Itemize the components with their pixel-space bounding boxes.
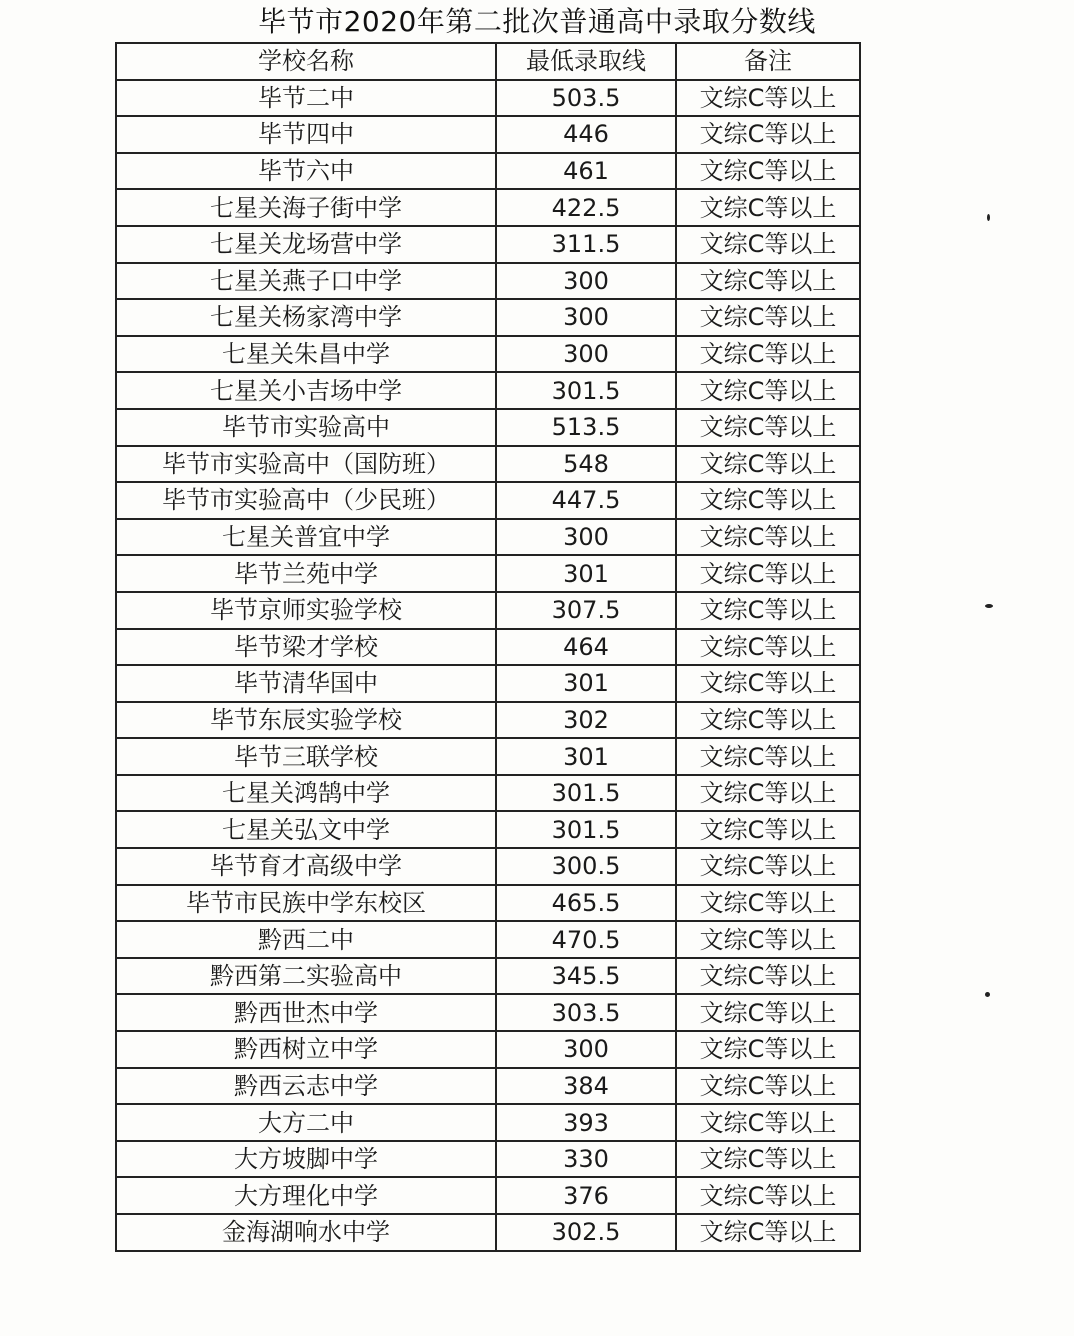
- min-score-cell: 393: [496, 1104, 676, 1141]
- school-name-cell: 黔西世杰中学: [116, 994, 496, 1031]
- table-row: [116, 958, 860, 995]
- note-cell: 文综C等以上: [676, 153, 860, 190]
- table-row: [116, 372, 860, 409]
- table-row: [116, 994, 860, 1031]
- min-score-cell: 301: [496, 665, 676, 702]
- min-score-cell: 464: [496, 629, 676, 666]
- table-row: [116, 446, 860, 483]
- note-cell: 文综C等以上: [676, 958, 860, 995]
- school-name-cell: 毕节清华国中: [116, 665, 496, 702]
- school-name-cell: 金海湖响水中学: [116, 1214, 496, 1251]
- school-name-cell: 毕节兰苑中学: [116, 555, 496, 592]
- note-cell: 文综C等以上: [676, 299, 860, 336]
- table-row: [116, 775, 860, 812]
- table-row: [116, 1031, 860, 1068]
- min-score-cell: 301.5: [496, 775, 676, 812]
- table-row: [116, 1141, 860, 1178]
- school-name-cell: 毕节市民族中学东校区: [116, 885, 496, 922]
- min-score-cell: 300: [496, 519, 676, 556]
- note-cell: 文综C等以上: [676, 116, 860, 153]
- note-cell: 文综C等以上: [676, 519, 860, 556]
- min-score-cell: 300: [496, 299, 676, 336]
- table-row: [116, 80, 860, 117]
- table-row: [116, 153, 860, 190]
- note-cell: 文综C等以上: [676, 994, 860, 1031]
- note-cell: 文综C等以上: [676, 189, 860, 226]
- min-score-cell: 307.5: [496, 592, 676, 629]
- table-row: [116, 336, 860, 373]
- school-name-cell: 七星关弘文中学: [116, 811, 496, 848]
- min-score-cell: 513.5: [496, 409, 676, 446]
- school-name-cell: 大方坡脚中学: [116, 1141, 496, 1178]
- table-row: [116, 629, 860, 666]
- table-row: [116, 519, 860, 556]
- table-row: [116, 702, 860, 739]
- admission-score-table: [115, 42, 861, 1252]
- note-cell: 文综C等以上: [676, 336, 860, 373]
- school-name-cell: 毕节东辰实验学校: [116, 702, 496, 739]
- table-row: [116, 1068, 860, 1105]
- school-name-cell: 七星关小吉场中学: [116, 372, 496, 409]
- min-score-cell: 384: [496, 1068, 676, 1105]
- note-cell: 文综C等以上: [676, 1177, 860, 1214]
- table-row: [116, 738, 860, 775]
- table-row: [116, 555, 860, 592]
- note-cell: 文综C等以上: [676, 848, 860, 885]
- table-row: [116, 592, 860, 629]
- column-header-school: 学校名称: [116, 43, 496, 80]
- school-name-cell: 黔西云志中学: [116, 1068, 496, 1105]
- school-name-cell: 七星关鸿鹄中学: [116, 775, 496, 812]
- school-name-cell: 毕节育才高级中学: [116, 848, 496, 885]
- school-name-cell: 七星关龙场营中学: [116, 226, 496, 263]
- min-score-cell: 446: [496, 116, 676, 153]
- school-name-cell: 黔西第二实验高中: [116, 958, 496, 995]
- note-cell: 文综C等以上: [676, 1031, 860, 1068]
- note-cell: 文综C等以上: [676, 885, 860, 922]
- school-name-cell: 毕节市实验高中（少民班）: [116, 482, 496, 519]
- note-cell: 文综C等以上: [676, 1141, 860, 1178]
- school-name-cell: 黔西树立中学: [116, 1031, 496, 1068]
- min-score-cell: 300.5: [496, 848, 676, 885]
- school-name-cell: 七星关普宜中学: [116, 519, 496, 556]
- table-row: [116, 116, 860, 153]
- min-score-cell: 465.5: [496, 885, 676, 922]
- note-cell: 文综C等以上: [676, 372, 860, 409]
- school-name-cell: 毕节京师实验学校: [116, 592, 496, 629]
- min-score-cell: 303.5: [496, 994, 676, 1031]
- min-score-cell: 300: [496, 336, 676, 373]
- min-score-cell: 447.5: [496, 482, 676, 519]
- table-row: [116, 482, 860, 519]
- school-name-cell: 毕节四中: [116, 116, 496, 153]
- note-cell: 文综C等以上: [676, 80, 860, 117]
- min-score-cell: 548: [496, 446, 676, 483]
- school-name-cell: 七星关燕子口中学: [116, 263, 496, 300]
- table-row: [116, 226, 860, 263]
- school-name-cell: 毕节梁才学校: [116, 629, 496, 666]
- table-header-row: [116, 43, 860, 80]
- note-cell: 文综C等以上: [676, 263, 860, 300]
- note-cell: 文综C等以上: [676, 629, 860, 666]
- school-name-cell: 七星关朱昌中学: [116, 336, 496, 373]
- column-header-note: 备注: [676, 43, 860, 80]
- table-row: [116, 189, 860, 226]
- min-score-cell: 302.5: [496, 1214, 676, 1251]
- note-cell: 文综C等以上: [676, 1068, 860, 1105]
- note-cell: 文综C等以上: [676, 1104, 860, 1141]
- note-cell: 文综C等以上: [676, 921, 860, 958]
- min-score-cell: 301: [496, 555, 676, 592]
- table-row: [116, 1104, 860, 1141]
- table-row: [116, 848, 860, 885]
- table-body: [116, 80, 860, 1251]
- school-name-cell: 毕节三联学校: [116, 738, 496, 775]
- school-name-cell: 七星关杨家湾中学: [116, 299, 496, 336]
- note-cell: 文综C等以上: [676, 738, 860, 775]
- min-score-cell: 301: [496, 738, 676, 775]
- table-row: [116, 299, 860, 336]
- note-cell: 文综C等以上: [676, 811, 860, 848]
- column-header-score: 最低录取线: [496, 43, 676, 80]
- min-score-cell: 470.5: [496, 921, 676, 958]
- min-score-cell: 345.5: [496, 958, 676, 995]
- note-cell: 文综C等以上: [676, 482, 860, 519]
- table-row: [116, 263, 860, 300]
- school-name-cell: 毕节市实验高中（国防班）: [116, 446, 496, 483]
- note-cell: 文综C等以上: [676, 226, 860, 263]
- min-score-cell: 301.5: [496, 372, 676, 409]
- note-cell: 文综C等以上: [676, 665, 860, 702]
- school-name-cell: 毕节二中: [116, 80, 496, 117]
- scan-speck: [985, 992, 990, 997]
- min-score-cell: 300: [496, 1031, 676, 1068]
- scan-speck: [987, 214, 990, 221]
- school-name-cell: 大方理化中学: [116, 1177, 496, 1214]
- table-row: [116, 885, 860, 922]
- note-cell: 文综C等以上: [676, 555, 860, 592]
- note-cell: 文综C等以上: [676, 775, 860, 812]
- note-cell: 文综C等以上: [676, 702, 860, 739]
- table-row: [116, 409, 860, 446]
- min-score-cell: 302: [496, 702, 676, 739]
- note-cell: 文综C等以上: [676, 592, 860, 629]
- min-score-cell: 422.5: [496, 189, 676, 226]
- min-score-cell: 301.5: [496, 811, 676, 848]
- note-cell: 文综C等以上: [676, 409, 860, 446]
- school-name-cell: 毕节市实验高中: [116, 409, 496, 446]
- school-name-cell: 黔西二中: [116, 921, 496, 958]
- table-row: [116, 1214, 860, 1251]
- min-score-cell: 330: [496, 1141, 676, 1178]
- min-score-cell: 376: [496, 1177, 676, 1214]
- school-name-cell: 大方二中: [116, 1104, 496, 1141]
- min-score-cell: 503.5: [496, 80, 676, 117]
- note-cell: 文综C等以上: [676, 446, 860, 483]
- table-row: [116, 665, 860, 702]
- table-row: [116, 1177, 860, 1214]
- page-title: 毕节市2020年第二批次普通高中录取分数线: [258, 5, 816, 38]
- table-row: [116, 921, 860, 958]
- min-score-cell: 461: [496, 153, 676, 190]
- scan-speck: [985, 604, 993, 608]
- min-score-cell: 311.5: [496, 226, 676, 263]
- table-row: [116, 811, 860, 848]
- school-name-cell: 毕节六中: [116, 153, 496, 190]
- school-name-cell: 七星关海子街中学: [116, 189, 496, 226]
- note-cell: 文综C等以上: [676, 1214, 860, 1251]
- min-score-cell: 300: [496, 263, 676, 300]
